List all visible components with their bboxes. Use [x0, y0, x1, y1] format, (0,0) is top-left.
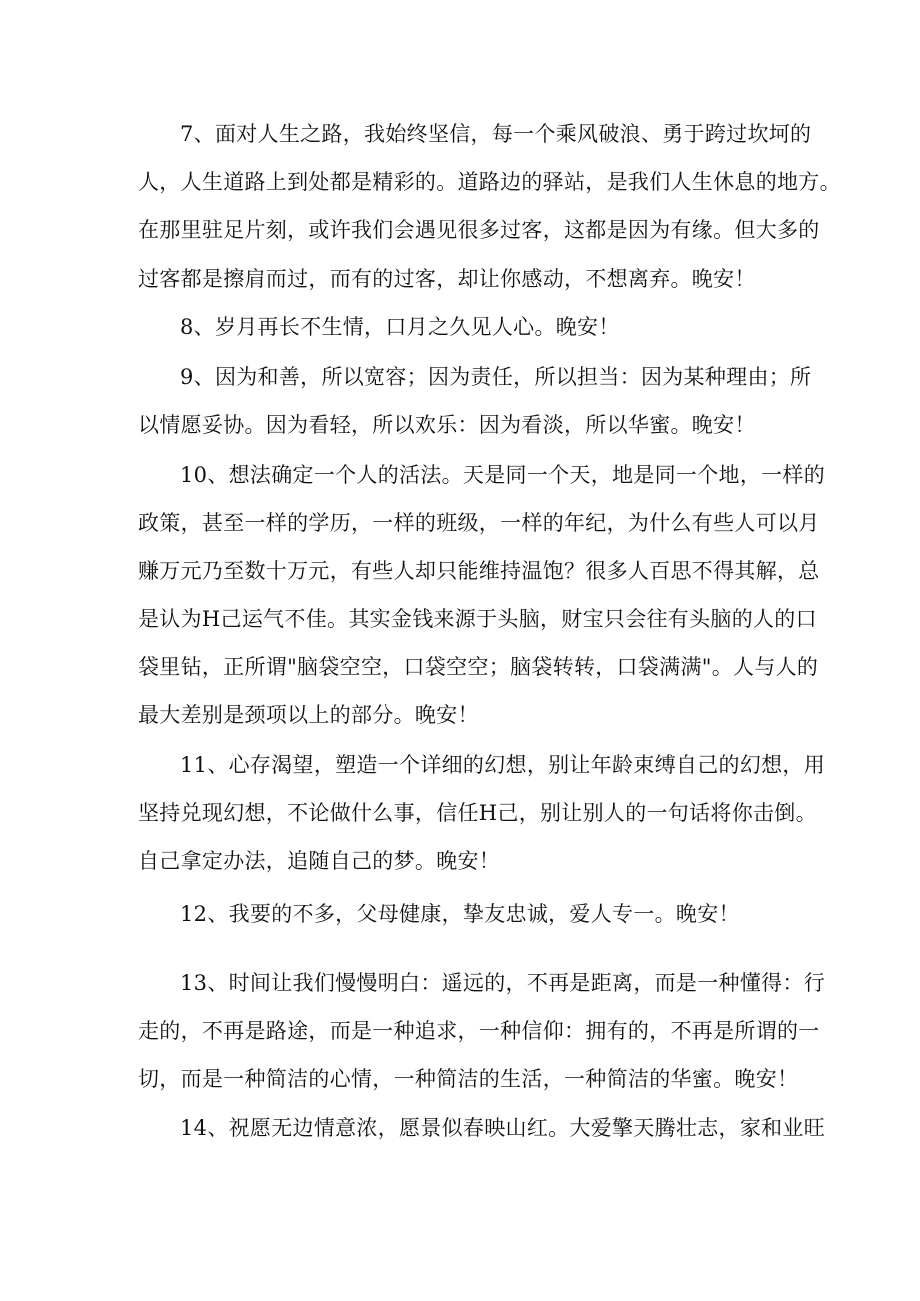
text-line: 坚持兑现幻想，不论做什么事，信任H己，别让别人的一句话将你击倒。 — [138, 801, 817, 825]
text-line: 过客都是擦肩而过，而有的过客，却让你感动，不想离弃。晚安！ — [138, 267, 756, 291]
text-line: 在那里驻足片刻，或许我们会遇见很多过客，这都是因为有缘。但大多的 — [138, 218, 820, 242]
text-line: 人，人生道路上到处都是精彩的。道路边的驿站，是我们人生休息的地方。 — [138, 170, 841, 194]
text-line: 11、心存渴望，塑造一个详细的幻想，别让年龄束缚自己的幻想，用 — [180, 753, 826, 777]
text-line: 自己拿定办法，追随自己的梦。晚安！ — [138, 849, 501, 873]
text-line: 最大差别是颈项以上的部分。晚安！ — [138, 703, 479, 727]
text-line: 袋里钻，正所谓"脑袋空空，口袋空空；脑袋转转，口袋满满"。人与人的 — [138, 655, 819, 679]
text-line: 8、岁月再长不生情，口月之久见人心。晚安！ — [180, 315, 620, 339]
text-line: 14、祝愿无边情意浓，愿景似春映山红。大爱擎天腾壮志，家和业旺 — [180, 1116, 826, 1140]
text-line: 7、面对人生之路，我始终坚信，每一个乘风破浪、勇于跨过坎坷的 — [180, 122, 812, 146]
text-line: 13、时间让我们慢慢明白：遥远的，不再是距离，而是一种懂得：行 — [180, 971, 826, 995]
text-line: 以情愿妥协。因为看轻，所以欢乐：因为看淡，所以华蜜。晚安！ — [138, 413, 756, 437]
text-line: 切，而是一种简洁的心情，一种简洁的生活，一种简洁的华蜜。晚安！ — [138, 1067, 799, 1091]
text-line: 10、想法确定一个人的活法。天是同一个天，地是同一个地，一样的 — [180, 463, 826, 487]
text-line: 赚万元乃至数十万元，有些人却只能维持温饱？很多人百思不得其解，总 — [138, 559, 820, 583]
text-line: 12、我要的不多，父母健康，挚友忠诚，爱人专一。晚安！ — [180, 902, 740, 926]
text-line: 9、因为和善，所以宽容；因为责任，所以担当：因为某种理由；所 — [180, 365, 812, 389]
text-line: 是认为H己运气不佳。其实金钱来源于头脑，财宝只会往有头脑的人的口 — [138, 607, 817, 631]
text-line: 走的，不再是路途，而是一种追求，一种信仰：拥有的，不再是所谓的一 — [138, 1019, 820, 1043]
text-line: 政策，甚至一样的学历，一样的班级，一样的年纪，为什么有些人可以月 — [138, 511, 820, 535]
